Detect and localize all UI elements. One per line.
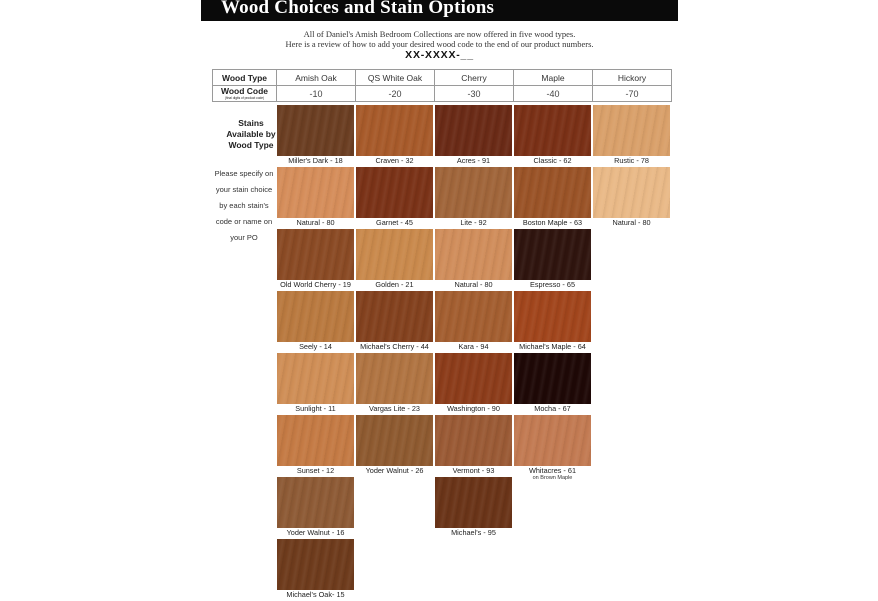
stain-swatch bbox=[356, 167, 433, 229]
note-line-3: by each stain's bbox=[219, 201, 269, 210]
stain-swatch bbox=[277, 291, 354, 353]
stain-label: Lite - 92 bbox=[460, 218, 487, 227]
stain-color-chip bbox=[277, 291, 354, 342]
stain-color-chip bbox=[356, 291, 433, 342]
stain-label: Vermont - 93 bbox=[452, 466, 495, 475]
stain-swatch bbox=[277, 415, 354, 477]
stains-heading-line-3: Wood Type bbox=[228, 140, 274, 150]
stain-swatch bbox=[435, 353, 512, 415]
wood-amish-oak: Amish Oak bbox=[277, 70, 356, 86]
stain-color-chip bbox=[356, 105, 433, 156]
stain-color-chip bbox=[356, 229, 433, 280]
stain-label: Natural - 80 bbox=[612, 218, 651, 227]
stain-swatch bbox=[356, 229, 433, 291]
stain-label: Acres - 91 bbox=[456, 156, 491, 165]
stain-color-chip bbox=[277, 415, 354, 466]
stain-color-chip bbox=[356, 353, 433, 404]
stain-label: Washington - 90 bbox=[447, 404, 500, 413]
stain-label: Michael's - 95 bbox=[451, 528, 496, 537]
code-maple: -40 bbox=[514, 86, 593, 102]
wood-code-header bbox=[213, 86, 277, 102]
stain-color-chip bbox=[435, 167, 512, 218]
stain-color-chip bbox=[435, 353, 512, 404]
wood-code-label: Wood Code bbox=[220, 86, 269, 96]
stain-swatch bbox=[277, 477, 354, 539]
stain-swatch bbox=[356, 291, 433, 353]
stain-swatch bbox=[435, 167, 512, 229]
stain-swatch bbox=[514, 167, 591, 229]
stain-swatch bbox=[277, 539, 354, 601]
note-line-1: Please specify on bbox=[214, 169, 274, 178]
wood-type-header: Wood Type bbox=[213, 70, 277, 86]
stain-label: Garnet - 45 bbox=[376, 218, 413, 227]
wood-table bbox=[212, 69, 672, 102]
stain-color-chip bbox=[277, 105, 354, 156]
stain-swatch bbox=[435, 291, 512, 353]
stain-label: Natural - 80 bbox=[454, 280, 493, 289]
stain-color-chip bbox=[435, 105, 512, 156]
stain-label: Sunlight - 11 bbox=[295, 404, 336, 413]
stain-color-chip bbox=[435, 229, 512, 280]
stain-swatch bbox=[277, 353, 354, 415]
stain-swatch bbox=[593, 105, 670, 167]
stains-heading-line-2: Available by bbox=[226, 129, 276, 139]
stain-color-chip bbox=[435, 415, 512, 466]
stain-label: Kara - 94 bbox=[458, 342, 489, 351]
stain-color-chip bbox=[514, 291, 591, 342]
note-line-5: your PO bbox=[230, 233, 258, 242]
wood-maple: Maple bbox=[514, 70, 593, 86]
stain-label: Yoder Walnut - 16 bbox=[286, 528, 345, 537]
stain-label: Espresso - 65 bbox=[529, 280, 576, 289]
stain-label: Sunset - 12 bbox=[296, 466, 335, 475]
stain-label: Whitacres - 61 bbox=[528, 466, 577, 475]
stain-label: Old World Cherry - 19 bbox=[280, 280, 351, 289]
stain-label: Michael's Cherry - 44 bbox=[360, 342, 429, 351]
stain-swatch bbox=[356, 353, 433, 415]
stain-swatch bbox=[277, 105, 354, 167]
wood-code-row bbox=[213, 86, 672, 102]
stain-label: Mocha - 67 bbox=[534, 404, 571, 413]
code-qs-white-oak: -20 bbox=[356, 86, 435, 102]
stain-color-chip bbox=[277, 229, 354, 280]
stain-label: Craven - 32 bbox=[375, 156, 414, 165]
stain-color-chip bbox=[593, 167, 670, 218]
stain-color-chip bbox=[514, 229, 591, 280]
page-title: Wood Choices and Stain Options bbox=[221, 0, 495, 18]
stain-label: Yoder Walnut - 26 bbox=[365, 466, 424, 475]
instruction-note bbox=[210, 166, 278, 246]
wood-cherry: Cherry bbox=[435, 70, 514, 86]
wood-hickory: Hickory bbox=[593, 70, 672, 86]
code-amish-oak: -10 bbox=[277, 86, 356, 102]
stain-swatch bbox=[514, 353, 591, 415]
stain-color-chip bbox=[435, 291, 512, 342]
code-format: XX-XXXX-__ bbox=[405, 49, 474, 61]
stain-swatch bbox=[356, 415, 433, 477]
stain-label: Classic - 62 bbox=[533, 156, 572, 165]
stain-swatch bbox=[356, 105, 433, 167]
stain-swatch bbox=[514, 291, 591, 353]
stains-heading-line-1: Stains bbox=[238, 118, 264, 128]
stain-swatch bbox=[514, 105, 591, 167]
stain-swatch bbox=[593, 167, 670, 229]
stain-swatch bbox=[435, 105, 512, 167]
stain-color-chip bbox=[514, 353, 591, 404]
code-hickory: -70 bbox=[593, 86, 672, 102]
stain-swatch bbox=[514, 415, 591, 481]
stain-label: Boston Maple - 63 bbox=[522, 218, 583, 227]
stain-color-chip bbox=[277, 353, 354, 404]
stain-color-chip bbox=[277, 167, 354, 218]
intro-line-1: All of Daniel's Amish Bedroom Collections are now offered in five wood types. bbox=[303, 29, 576, 39]
stain-swatch bbox=[435, 415, 512, 477]
stain-label: Natural - 80 bbox=[296, 218, 335, 227]
code-cherry: -30 bbox=[435, 86, 514, 102]
stain-color-chip bbox=[277, 539, 354, 590]
wood-type-row bbox=[213, 70, 672, 86]
stain-color-chip bbox=[435, 477, 512, 528]
stain-label: Michael's Maple - 64 bbox=[519, 342, 586, 351]
stain-color-chip bbox=[514, 415, 591, 466]
note-line-2: your stain choice bbox=[215, 185, 273, 194]
stain-color-chip bbox=[356, 167, 433, 218]
stain-swatch bbox=[514, 229, 591, 291]
intro-line-2: Here is a review of how to add your desired wood code to the end of our product numbers. bbox=[285, 39, 594, 49]
stain-label: Seely - 14 bbox=[299, 342, 332, 351]
stain-swatch bbox=[435, 229, 512, 291]
stain-color-chip bbox=[277, 477, 354, 528]
stain-color-chip bbox=[356, 415, 433, 466]
stain-swatch bbox=[435, 477, 512, 539]
note-line-4: code or name on bbox=[215, 217, 273, 226]
stain-swatch bbox=[277, 167, 354, 229]
stain-color-chip bbox=[514, 105, 591, 156]
stain-color-chip bbox=[593, 105, 670, 156]
stain-color-chip bbox=[514, 167, 591, 218]
stain-sublabel: on Brown Maple bbox=[532, 475, 573, 481]
stain-swatch bbox=[277, 229, 354, 291]
title-banner bbox=[201, 0, 678, 21]
stain-label: Rustic - 78 bbox=[614, 156, 649, 165]
stain-label: Miller's Dark - 18 bbox=[288, 156, 343, 165]
stain-label: Michael's Oak- 15 bbox=[286, 590, 345, 599]
stain-label: Golden - 21 bbox=[375, 280, 414, 289]
stain-label: Vargas Lite - 23 bbox=[369, 404, 420, 413]
wood-code-sub: (final digits of product code) bbox=[224, 96, 265, 100]
wood-qs-white-oak: QS White Oak bbox=[356, 70, 435, 86]
